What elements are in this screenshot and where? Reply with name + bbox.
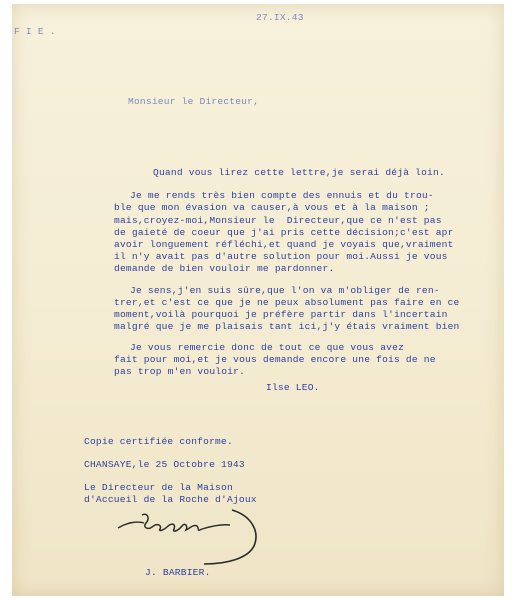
paragraph-line: avoir longuement réfléchi,et quand je voyais que,vraiment [114,239,454,250]
place-and-date: CHANSAYE,le 25 Octobre 1943 [84,459,245,470]
handwritten-signature [112,502,282,572]
header-left-mark: F I E . [14,26,56,37]
salutation: Monsieur le Directeur, [128,96,260,107]
paragraph-line: ble que mon évasion va causer,à vous et à la maison ; [114,202,430,213]
opening-line: Quand vous lirez cette lettre,je serai déjà loin. [153,167,445,178]
paragraph-line: fait pour moi,et je vous demande encore une fois de ne [114,354,436,365]
letter-sheet [12,4,504,596]
paragraph-line: demande de bien vouloir me pardonner. [114,263,335,274]
paragraph-line: Je me rends très bien compte des ennuis et du trou- [130,190,434,201]
certified-copy-line: Copie certifiée conforme. [84,436,233,447]
paragraph-line: moment,voilà pourquoi je préfère partir dans l'incertain [114,309,448,320]
paragraph-line: de gaieté de coeur que j'ai pris cette décision;c'est apr [114,227,454,238]
letter-date: 27.IX.43 [256,12,304,23]
paragraph-line: Je sens,j'en suis sûre,que l'on va m'obliger de ren- [130,285,440,296]
paragraph-line: malgré que je me plaisais tant ici,j'y étais vraiment bien [114,321,460,332]
director-line: d'Accueil de la Roche d'Ajoux [84,494,257,505]
paragraph-line: mais,croyez-moi,Monsieur le Directeur,que ce n'est pas [114,215,442,226]
director-line: Le Directeur de la Maison [84,482,233,493]
paragraph-line: il n'y avait pas d'autre solution pour moi.Aussi je vous [114,251,448,262]
paragraph-line: pas trop m'en vouloir. [114,366,246,377]
paragraph-line: Je vous remercie donc de tout ce que vous avez [130,342,405,353]
signatory-name: J. BARBIER. [145,567,211,578]
signed-name: Ilse LEO. [266,382,320,393]
paragraph-line: trer,et c'est ce que je ne peux absolument pas faire en ce [114,297,460,308]
